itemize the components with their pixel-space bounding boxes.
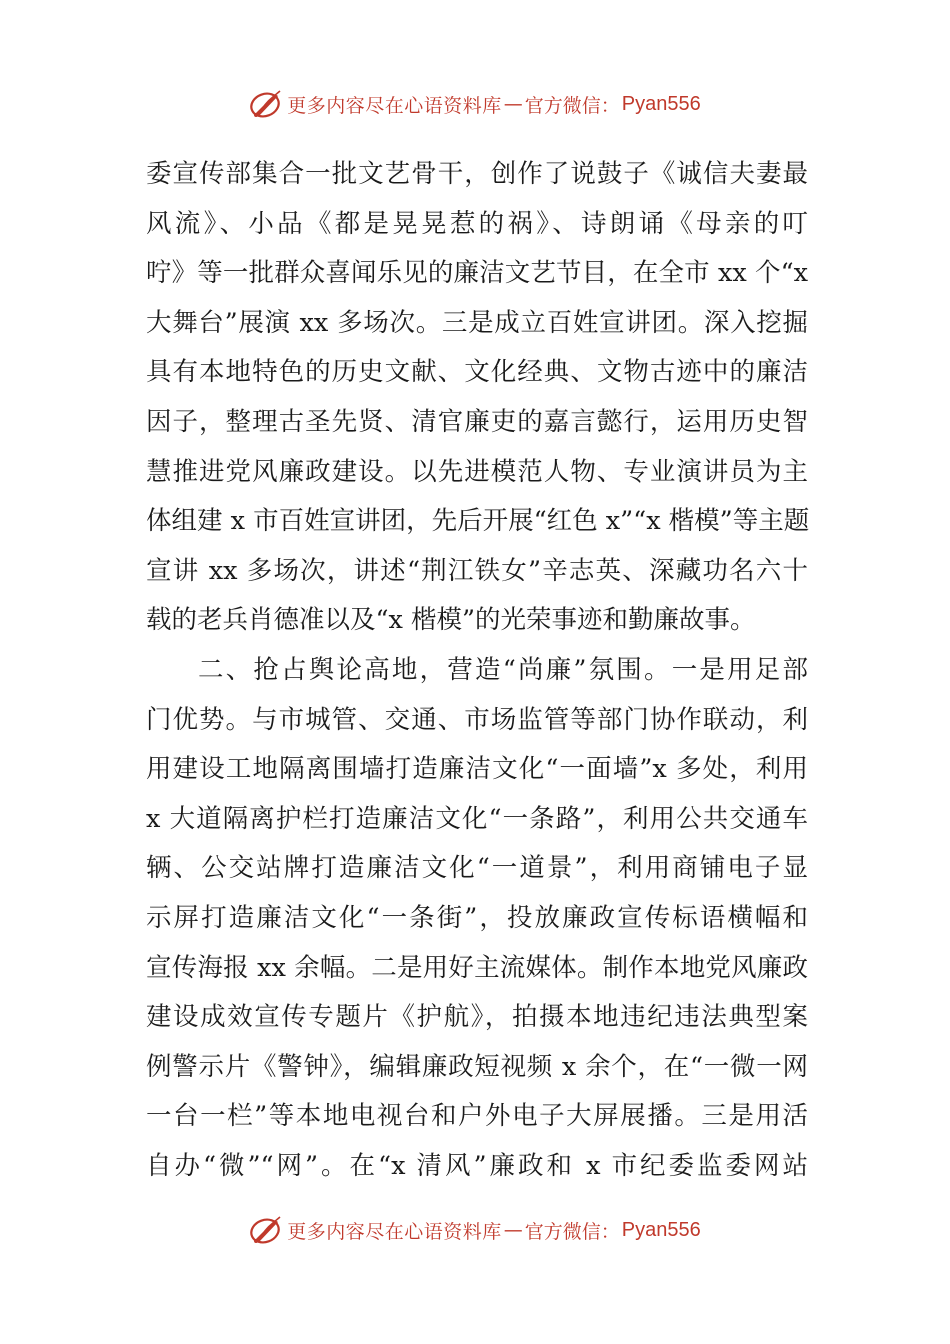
text-line: 因子，整理古圣先贤、清官廉吏的嘉言懿行，运用历史智 bbox=[146, 406, 808, 437]
banner-dash: — bbox=[503, 1219, 523, 1241]
text-line: 委宣传部集合一批文艺骨干，创作了说鼓子《诚信夫妻最 bbox=[146, 159, 808, 189]
quill-pen-logo-icon bbox=[249, 1213, 283, 1247]
text-line: 慧推进党风廉政建设。以先进模范人物、专业演讲员为主 bbox=[146, 456, 808, 487]
text-line: 宣传海报 xx 余幅。二是用好主流媒体。制作本地党风廉政 bbox=[146, 952, 808, 983]
text-line: 建设成效宣传专题片《护航》，拍摄本地违纪违法典型案 bbox=[146, 1002, 808, 1033]
text-line: 门优势。与市城管、交通、市场监管等部门协作联动，利 bbox=[146, 704, 808, 735]
wechat-handle: Pyan556 bbox=[621, 1218, 701, 1241]
text-line: 自办“微”“网”。在“x 清风”廉政和 x 市纪委监委网站 bbox=[146, 1150, 808, 1181]
wechat-label: 官方微信： bbox=[524, 94, 620, 117]
text-line: 一台一栏”等本地电视台和户外电子大屏展播。三是用活 bbox=[146, 1101, 808, 1132]
text-line: 宣讲 xx 多场次，讲述“荆江铁女”辛志英、深藏功名六十 bbox=[146, 555, 808, 586]
banner-dash: — bbox=[503, 93, 523, 115]
wechat-handle: Pyan556 bbox=[621, 92, 701, 115]
quill-pen-logo-icon bbox=[249, 87, 283, 121]
text-line: 体组建 x 市百姓宣讲团，先后开展“红色 x”“x 楷模”等主题 bbox=[146, 506, 810, 537]
text-line: 具有本地特色的历史文献、文化经典、文物古迹中的廉洁 bbox=[146, 357, 808, 388]
text-line: 例警示片《警钟》，编辑廉政短视频 x 余个，在“一微一网 bbox=[146, 1051, 808, 1082]
footer-banner bbox=[0, 1210, 950, 1250]
document-body bbox=[146, 150, 808, 1191]
text-line: 大舞台”展演 xx 多场次。三是成立百姓宣讲团。深入挖掘 bbox=[146, 307, 808, 338]
paragraph-start-line: 二、抢占舆论高地，营造“尚廉”氛围。一是用足部 bbox=[198, 654, 808, 685]
text-line: x 大道隔离护栏打造廉洁文化“一条路”，利用公共交通车 bbox=[146, 803, 808, 834]
site-name: 更多内容尽在心语资料库 bbox=[287, 1220, 502, 1243]
text-line: 用建设工地隔离围墙打造廉洁文化“一面墙”x 多处，利用 bbox=[146, 754, 808, 785]
site-name: 更多内容尽在心语资料库 bbox=[287, 94, 502, 117]
wechat-label: 官方微信： bbox=[524, 1220, 620, 1243]
text-line: 辆、公交站牌打造廉洁文化“一道景”，利用商铺电子显 bbox=[146, 853, 808, 884]
header-banner bbox=[0, 84, 950, 124]
text-line: 咛》等一批群众喜闻乐见的廉洁文艺节目，在全市 xx 个“x bbox=[146, 258, 808, 289]
text-line: 风流》、小品《都是晃晃惹的祸》、诗朗诵《母亲的叮 bbox=[146, 208, 808, 239]
text-line: 载的老兵肖德准以及“x 楷模”的光荣事迹和勤廉故事。 bbox=[146, 605, 756, 636]
text-line: 示屏打造廉洁文化“一条街”，投放廉政宣传标语横幅和 bbox=[146, 902, 808, 933]
